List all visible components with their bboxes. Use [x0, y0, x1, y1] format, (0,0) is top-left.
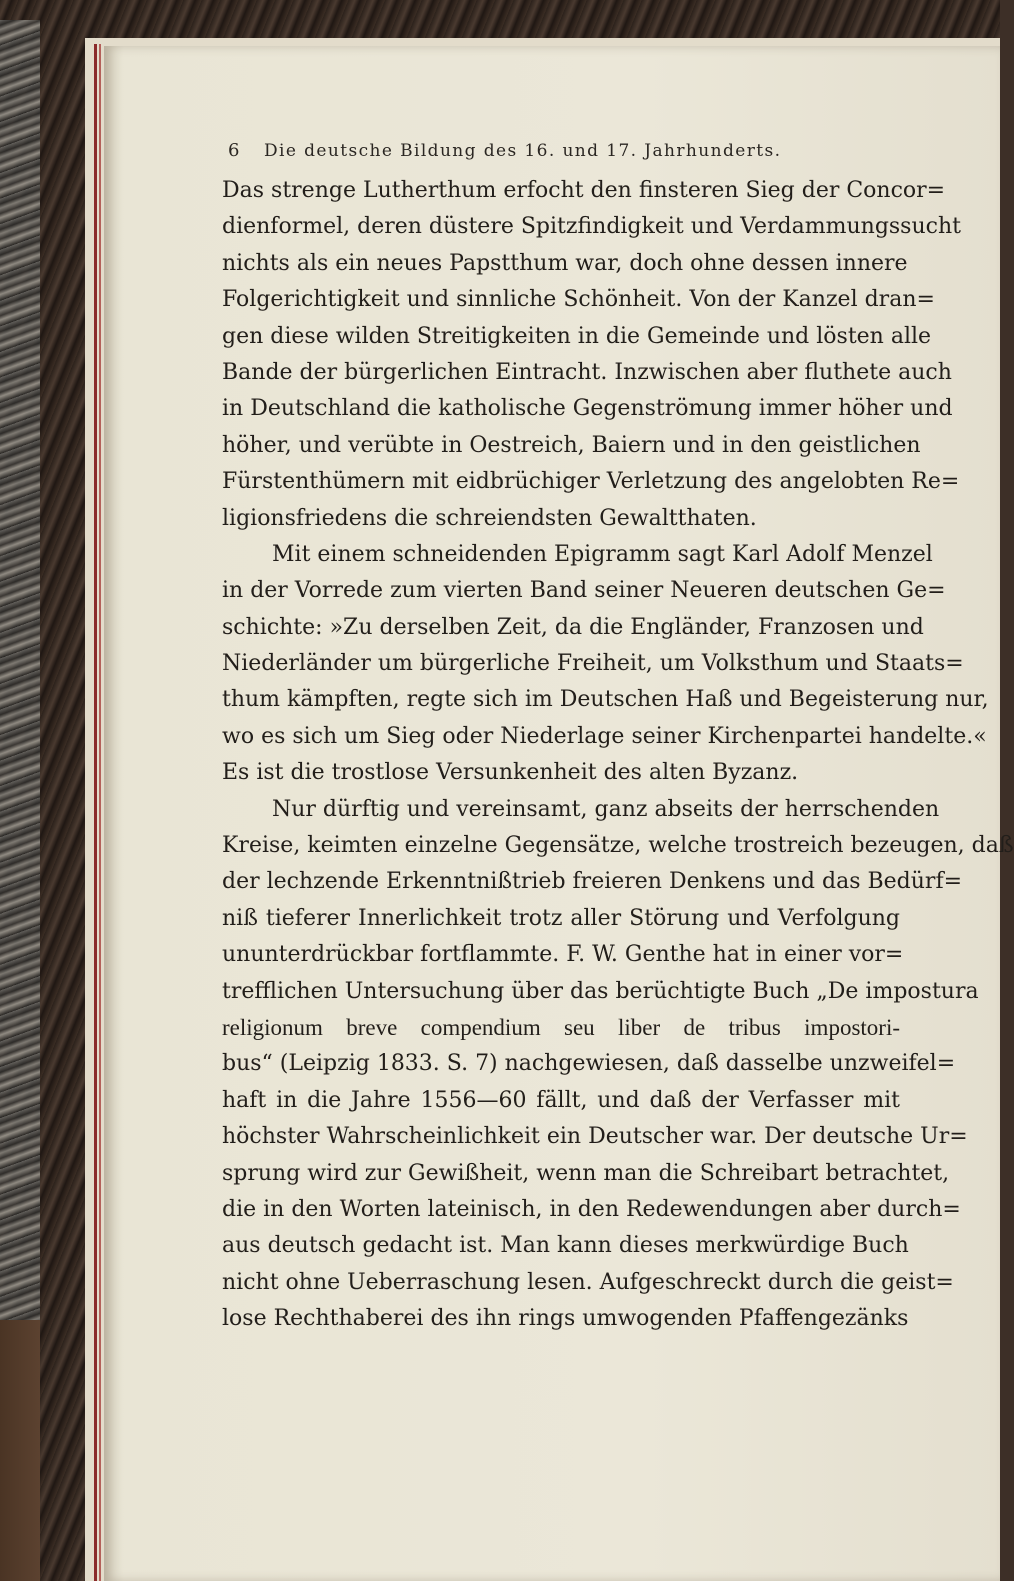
text-line: Das strenge Lutherthum erfocht den finsteren Sieg der Concor=	[222, 178, 946, 203]
text-line: aus deutsch gedacht ist. Man kann dieses merkwürdige Buch	[222, 1233, 909, 1259]
text-line: in der Vorrede zum vierten Band seiner Neueren deutschen Ge=	[222, 578, 946, 604]
text-line: ununterdrückbar fortflammte. F. W. Genthe hat in einer vor=	[222, 942, 904, 968]
text-line: haft in die Jahre 1556—60 fällt, und daß der Verfasser mit	[222, 1087, 900, 1113]
running-title: Die deutsche Bildung des 16. und 17. Jahrhunderts.	[264, 141, 782, 161]
text-line: in Deutschland die katholische Gegenströmung immer höher und	[222, 396, 953, 422]
marbled-edge	[0, 20, 40, 1320]
text-line: trefflichen Untersuchung über das berüchtigte Buch „De impostura	[222, 978, 979, 1004]
text-line: ligionsfriedens die schreiendsten Gewaltthaten.	[222, 505, 757, 531]
text-line: höher, und verübte in Oestreich, Baiern und in den geistlichen	[222, 432, 921, 458]
text-line: die in den Worten lateinisch, in den Redewendungen aber durch=	[222, 1196, 961, 1222]
text-line: der lechzende Erkenntnißtrieb freieren Denkens und das Bedürf=	[222, 869, 963, 895]
text-line: Kreise, keimten einzelne Gegensätze, welche trostreich bezeugen, daß	[222, 833, 1014, 859]
text-line: schichte: »Zu derselben Zeit, da die Engländer, Franzosen und	[222, 614, 924, 640]
page-number: 6	[228, 140, 241, 161]
body-text	[222, 173, 1014, 1338]
text-line: Fürstenthümern mit eidbrüchiger Verletzung des angelobten Re=	[222, 469, 960, 495]
paragraph-first-line: Mit einem schneidenden Epigramm sagt Karl Adolf Menzel	[272, 541, 933, 567]
text-line: nichts als ein neues Papstthum war, doch ohne dessen innere	[222, 250, 908, 276]
text-line: thum kämpften, regte sich im Deutschen Haß und Begeisterung nur,	[222, 687, 989, 713]
text-line: höchster Wahrscheinlichkeit ein Deutscher war. Der deutsche Ur=	[222, 1124, 968, 1150]
paragraph-first-line: Nur dürftig und vereinsamt, ganz abseits der herrschenden	[272, 796, 940, 822]
text-line: dienformel, deren düstere Spitzfindigkeit und Verdammungssucht	[222, 214, 961, 240]
text-line: wo es sich um Sieg oder Niederlage seiner Kirchenpartei handelte.«	[222, 723, 987, 749]
text-line: gen diese wilden Streitigkeiten in die Gemeinde und lösten alle	[222, 323, 932, 349]
text-line-latin: religionum breve compendium seu liber de tribus impostori-	[222, 1014, 900, 1040]
text-line: niß tieferer Innerlichkeit trotz aller Störung und Verfolgung	[222, 905, 900, 931]
text-line: bus“ (Leipzig 1833. S. 7) nachgewiesen, daß dasselbe unzweifel=	[222, 1051, 956, 1077]
text-line: lose Rechthaberei des ihn rings umwogenden Pfaffengezänks	[222, 1306, 909, 1332]
text-line: nicht ohne Ueberraschung lesen. Aufgeschreckt durch die geist=	[222, 1269, 954, 1295]
text-line: Folgerichtigkeit und sinnliche Schönheit. Von der Kanzel dran=	[222, 287, 935, 313]
red-edge-rule-inner	[99, 44, 101, 1581]
cover-edge	[0, 1320, 40, 1581]
text-line: Niederländer um bürgerliche Freiheit, um Volksthum und Staats=	[222, 651, 964, 677]
text-line: Es ist die trostlose Versunkenheit des alten Byzanz.	[222, 760, 799, 786]
text-line: sprung wird zur Gewißheit, wenn man die Schreibart betrachtet,	[222, 1160, 950, 1186]
red-edge-rule	[94, 44, 97, 1581]
page-header	[228, 140, 848, 164]
text-line: Bande der bürgerlichen Eintracht. Inzwischen aber fluthete auch	[222, 359, 952, 385]
